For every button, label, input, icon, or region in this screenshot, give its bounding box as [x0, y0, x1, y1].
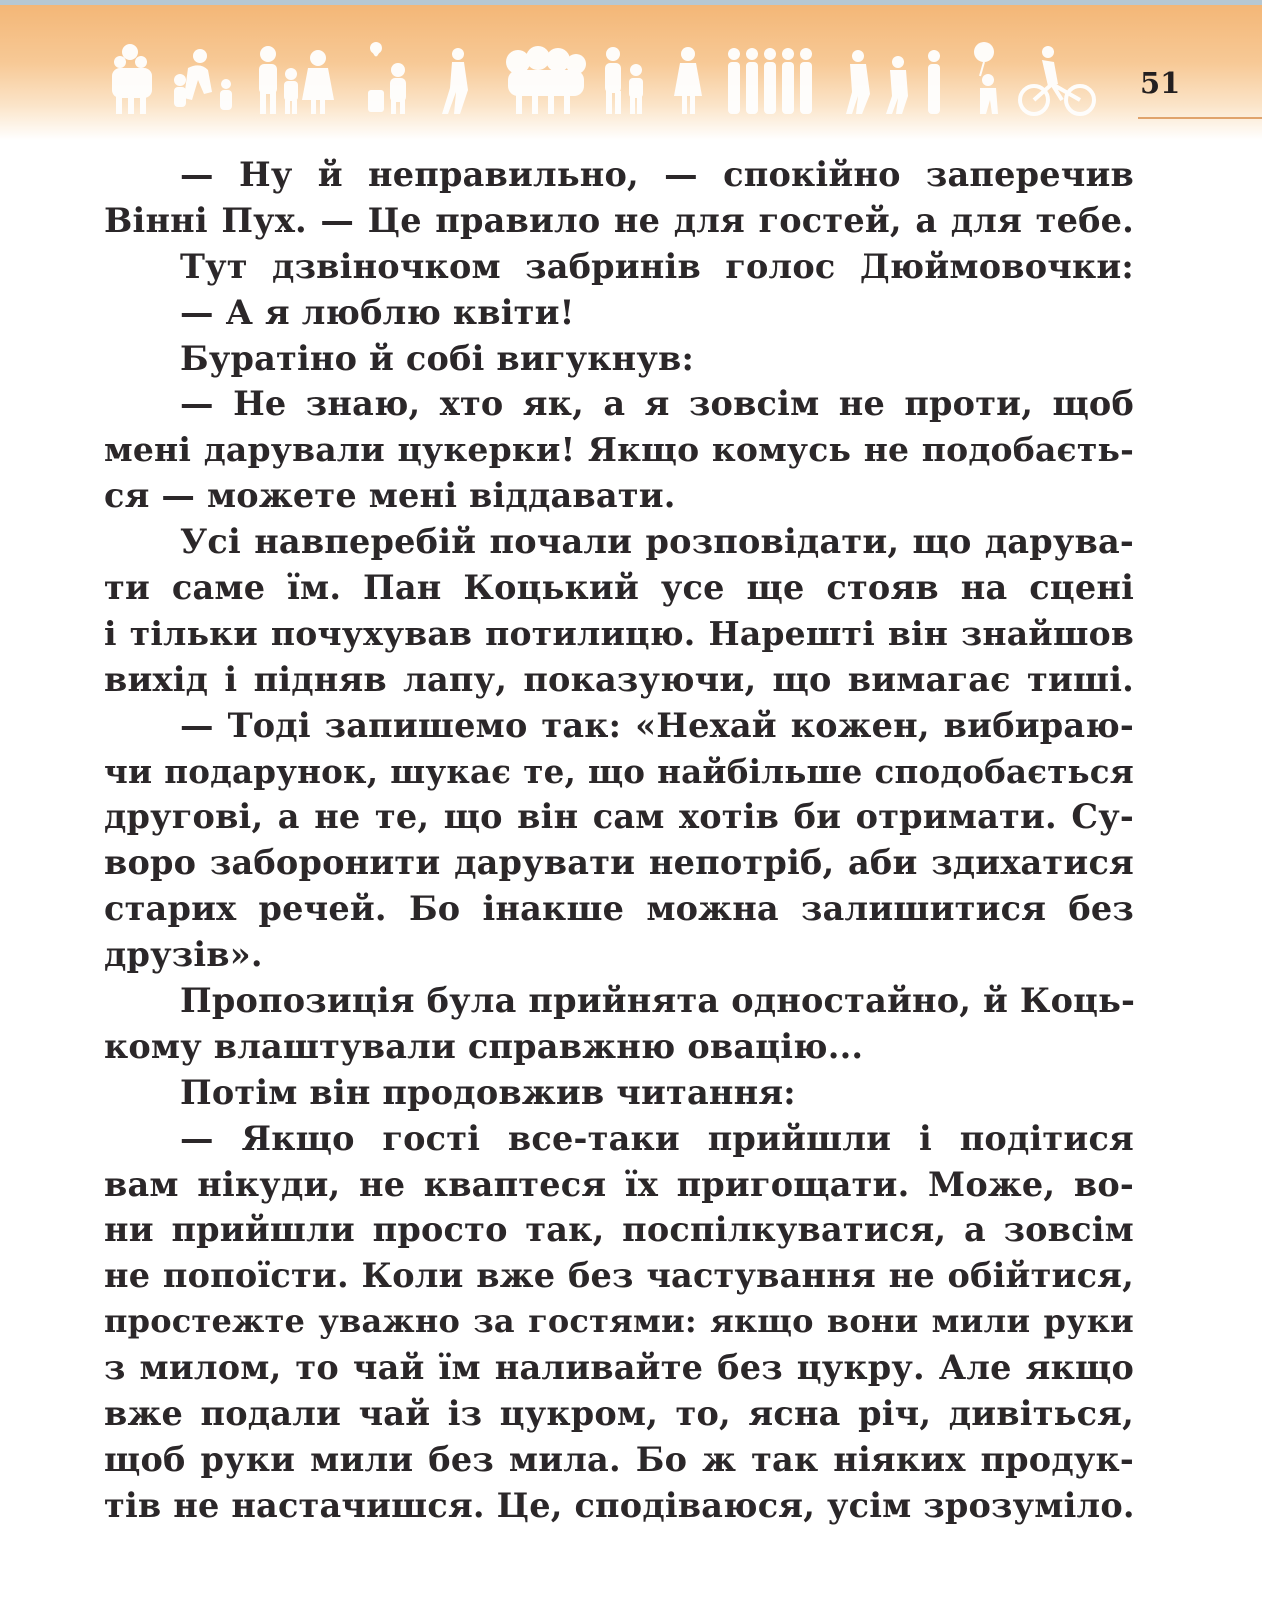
text-line: вже подали чай із цукром, то, ясна річ, дивіться,: [104, 1394, 1134, 1434]
page-number-rule: [1138, 117, 1262, 119]
kids-icon: [846, 50, 940, 114]
text-line: щоб руки мили без мила. Бо ж так ніяких продук-: [104, 1439, 1134, 1479]
paragraph: [104, 519, 1134, 703]
paragraph: [104, 152, 1134, 244]
text-line: тів не настачишся. Це, сподіваюся, усім зрозуміло.: [104, 1485, 1135, 1525]
child-icon: [368, 42, 406, 114]
paragraph: [104, 978, 1134, 1070]
decorative-people-silhouettes: [108, 40, 1108, 118]
page-number: 51: [1140, 66, 1181, 100]
text-line: ни прийшли просто так, поспілкуватися, а зовсім: [104, 1210, 1134, 1250]
text-line: — Не знаю, хто як, а я зовсім не проти, щоб: [180, 384, 1134, 424]
cyclist-icon: [1020, 46, 1094, 114]
group-icon: [112, 44, 152, 114]
line-of-people-icon: [728, 48, 812, 114]
paragraph: [104, 1116, 1134, 1529]
family-icon: [174, 49, 232, 110]
paragraph: [104, 703, 1134, 978]
text-line: ся — можете мені віддавати.: [104, 476, 676, 516]
text-line: — А я люблю квіти!: [180, 292, 575, 332]
text-line: ти саме їм. Пан Коцький усе ще стояв на сцені: [104, 568, 1134, 608]
text-line: мені дарували цукерки! Якщо комусь не подобаєть-: [104, 430, 1134, 470]
text-line: і тільки почухував потилицю. Нарешті він знайшов: [104, 613, 1134, 653]
balloon-icon: [974, 42, 998, 114]
crowd-icon: [506, 46, 586, 114]
text-line: Усі навперебій почали розповідати, що дарува-: [180, 522, 1134, 562]
text-line: — Ну й неправильно, — спокійно заперечив: [180, 155, 1134, 194]
text-line: простежте уважно за гостями: якщо вони мили руки: [104, 1302, 1134, 1341]
paragraph: [104, 244, 1134, 290]
text-line: кому влаштували справжню овацію...: [104, 1026, 864, 1066]
text-line: з милом, то чай їм наливайте без цукру. Але якщо: [104, 1348, 1134, 1388]
text-line: Тут дзвіночком забринів голос Дюймовочки:: [180, 246, 1134, 286]
text-line: воро заборонити дарувати непотріб, аби здихатися: [104, 843, 1134, 883]
text-line: Буратіно й собі вигукнув:: [180, 338, 695, 378]
paragraph: [104, 381, 1134, 519]
text-line: чи подарунок, шукає те, що найбільше сподобається: [104, 751, 1134, 791]
text-line: вихід і підняв лапу, показуючи, що вимагає тиші.: [104, 659, 1134, 699]
paragraph: [104, 1070, 1134, 1116]
text-line: — Тоді запишемо так: «Нехай кожен, вибираю-: [180, 705, 1134, 745]
text-line: не попоїсти. Коли вже без частування не обійтися,: [104, 1256, 1134, 1296]
text-line: другові, а не те, що він сам хотів би отримати. Су-: [104, 797, 1134, 837]
paragraph: [104, 336, 1134, 382]
text-line: Вінні Пух. — Це правило не для гостей, а для тебе.: [104, 200, 1134, 240]
text-line: старих речей. Бо інакше можна залишитися без: [104, 889, 1134, 929]
people-icon: [259, 46, 334, 114]
page-header: [0, 0, 1262, 140]
text-line: Пропозиція була прийнята одностайно, й Коць-: [180, 981, 1136, 1021]
story-text: [104, 152, 1134, 1529]
text-line: вам нікуди, не кваптеся їх пригощати. Може, во-: [104, 1164, 1134, 1204]
helper-icon: [442, 48, 468, 114]
paragraph: [104, 290, 1134, 336]
person-icon: [605, 47, 702, 114]
text-line: друзів».: [104, 935, 263, 975]
text-line: — Якщо гості все-таки прийшли і подітися: [180, 1118, 1134, 1158]
text-line: Потім він продовжив читання:: [180, 1072, 796, 1112]
